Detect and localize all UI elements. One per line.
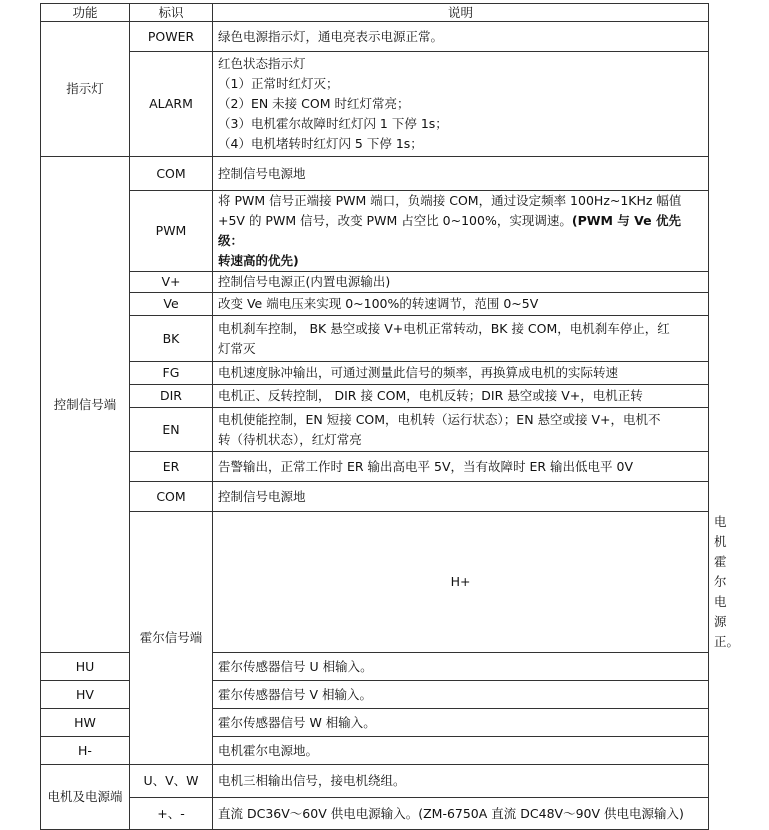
- table-row: [41, 52, 709, 157]
- pwm-line-1: 将 PWM 信号正端接 PWM 端口，负端接 COM，通过设定频率 100Hz~1KHz 幅值: [218, 193, 682, 208]
- group-hall: 霍尔信号端: [130, 512, 213, 765]
- desc-hu: 霍尔传感器信号 U 相输入。: [213, 653, 709, 681]
- table-row: [41, 293, 709, 316]
- en-line-2: 转（待机状态），红灯常亮: [218, 431, 362, 447]
- alarm-line: （2）EN 未接 COM 时红灯常亮；: [218, 96, 410, 111]
- desc-er: 告警输出，正常工作时 ER 输出高电平 5V，当有故障时 ER 输出低电平 0V: [213, 452, 709, 482]
- symbol-com: COM: [130, 482, 213, 512]
- desc-pwm: [213, 191, 709, 272]
- symbol-er: ER: [130, 452, 213, 482]
- alarm-line: （4）电机堵转时红灯闪 5 下停 1s；: [218, 136, 423, 151]
- desc-hv: 霍尔传感器信号 V 相输入。: [213, 681, 709, 709]
- symbol-hw: HW: [41, 709, 130, 737]
- desc-fg: 电机速度脉冲输出，可通过测量此信号的频率，再换算成电机的实际转速: [213, 362, 709, 385]
- symbol-hu: HU: [41, 653, 130, 681]
- table-row: [41, 157, 709, 191]
- desc-supply: 直流 DC36V～60V 供电电源输入。(ZM-6750A 直流 DC48V～90V 供电电源输入): [213, 798, 709, 830]
- alarm-line: 红色状态指示灯: [218, 56, 306, 71]
- desc-com: 控制信号电源地: [213, 157, 709, 191]
- header-row: [41, 4, 709, 22]
- table-row: [41, 316, 709, 362]
- table-row: [41, 452, 709, 482]
- symbol-hminus: H-: [41, 737, 130, 765]
- alarm-line: （3）电机霍尔故障时红灯闪 1 下停 1s；: [218, 116, 448, 131]
- group-motor-power: 电机及电源端: [41, 765, 130, 830]
- table-row: [41, 385, 709, 408]
- bk-line-1: 电机刹车控制， BK 悬空或接 V+电机正常转动，BK 接 COM，电机刹车停止，红: [218, 320, 670, 336]
- pwm-line-2-plain: +5V 的 PWM 信号，改变 PWM 占空比 0~100%，实现调速。: [218, 213, 572, 228]
- desc-dir: 电机正、反转控制， DIR 接 COM，电机反转；DIR 悬空或接 V+，电机正转: [213, 385, 709, 408]
- en-line-1: 电机使能控制，EN 短接 COM，电机转（运行状态）；EN 悬空或接 V+，电机不: [218, 411, 661, 427]
- desc-ve: 改变 Ve 端电压来实现 0~100%的转速调节，范围 0~5V: [213, 293, 709, 316]
- symbol-bk: BK: [130, 316, 213, 362]
- pwm-priority-note: (PWM 与 Ve 优先级：: [218, 213, 681, 248]
- desc-hw: 霍尔传感器信号 W 相输入。: [213, 709, 709, 737]
- symbol-alarm: ALARM: [130, 52, 213, 157]
- table-row: [41, 22, 709, 52]
- symbol-power: POWER: [130, 22, 213, 52]
- desc-vplus: 控制信号电源正(内置电源输出): [213, 272, 709, 293]
- symbol-hplus: H+: [213, 512, 709, 653]
- bk-line-2: 灯常灭: [218, 340, 256, 356]
- table-row: [41, 272, 709, 293]
- group-indicator: 指示灯: [41, 22, 130, 157]
- table-row: [41, 191, 709, 272]
- symbol-com: COM: [130, 157, 213, 191]
- pwm-line-3: 转速高的优先): [218, 253, 299, 268]
- symbol-dir: DIR: [130, 385, 213, 408]
- header-symbol: 标识: [130, 4, 213, 22]
- alarm-line: （1）正常时红灯灭；: [218, 76, 339, 91]
- symbol-vplus: V+: [130, 272, 213, 293]
- table-row: [41, 362, 709, 385]
- table-row: 霍尔信号端 H+ 电机霍尔电源正。: [41, 512, 709, 653]
- table-row: [41, 482, 709, 512]
- symbol-hv: HV: [41, 681, 130, 709]
- desc-alarm: [213, 52, 709, 157]
- desc-hminus: 电机霍尔电源地。: [213, 737, 709, 765]
- header-description: 说明: [213, 4, 709, 22]
- desc-bk: [213, 316, 709, 362]
- symbol-ve: Ve: [130, 293, 213, 316]
- table-row: [41, 408, 709, 452]
- symbol-en: EN: [130, 408, 213, 452]
- symbol-uvw: U、V、W: [130, 765, 213, 798]
- symbol-fg: FG: [130, 362, 213, 385]
- desc-power: 绿色电源指示灯，通电亮表示电源正常。: [213, 22, 709, 52]
- symbol-pwm: PWM: [130, 191, 213, 272]
- spec-table: [40, 3, 740, 830]
- header-function: 功能: [41, 4, 130, 22]
- pwm-line-2: [218, 211, 704, 251]
- desc-com: 控制信号电源地: [213, 482, 709, 512]
- symbol-supply: +、-: [130, 798, 213, 830]
- table-row: [41, 765, 709, 798]
- group-control: 控制信号端: [41, 157, 130, 653]
- desc-en: [213, 408, 709, 452]
- table-row: [41, 798, 709, 830]
- desc-uvw: 电机三相输出信号，接电机绕组。: [213, 765, 709, 798]
